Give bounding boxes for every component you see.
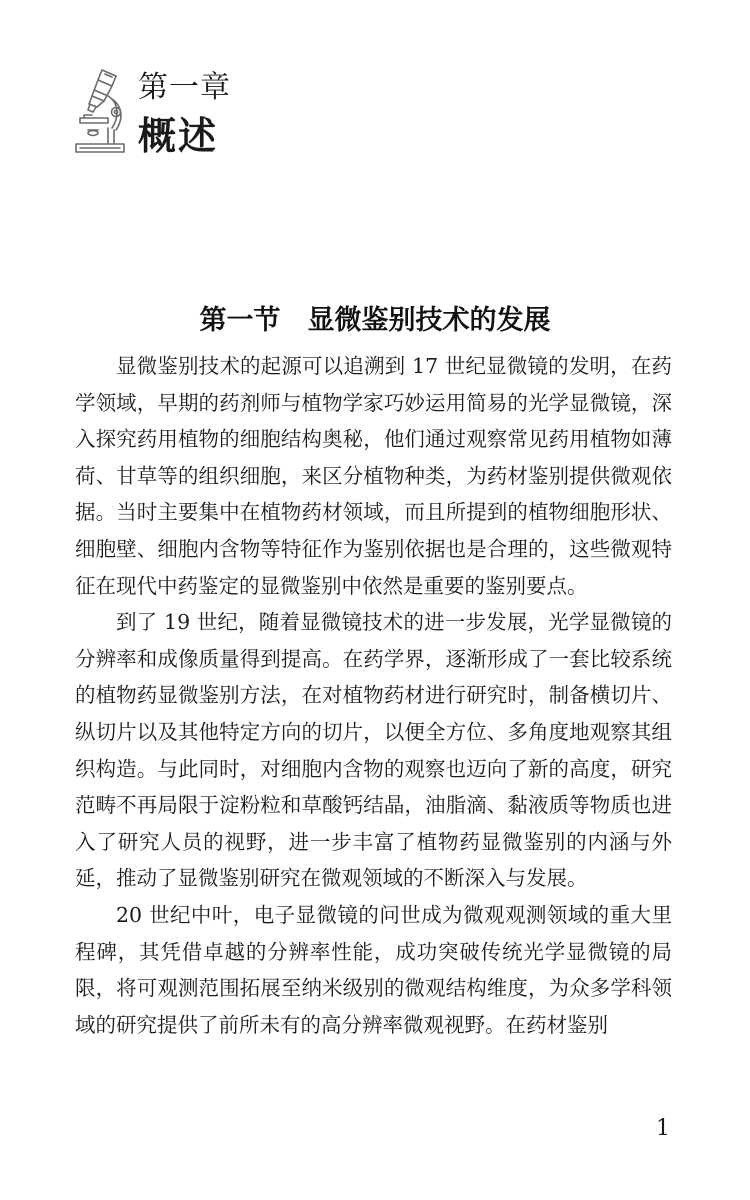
page-number: 1 [656, 1116, 670, 1141]
paragraph-2: 到了 19 世纪，随着显微镜技术的进一步发展，光学显微镜的分辨率和成像质量得到提高。在药学界，逐渐形成了一套比较系统的植物药显微鉴别方法，在对植物药材进行研究时，制备横切片、纵切片以及其他特定方向的切片，以便全方位、多角度地观察其组织构造。与此同时，对细胞内含物的观察也迈向了新的高度，研究范畴不再局限于淀粉粒和草酸钙结晶，油脂滴、黏液质等物质也进入了研究人员的视野，进一步丰富了植物药显微鉴别的内涵与外延，推动了显微鉴别研究在微观领域的不断深入与发展。 [75, 610, 672, 891]
chapter-header [72, 64, 372, 164]
body-text [75, 348, 672, 1043]
paragraph-3: 20 世纪中叶，电子显微镜的问世成为微观观测领域的重大里程碑，其凭借卓越的分辨率性能，成功突破传统光学显微镜的局限，将可观测范围拓展至纳米级别的微观结构维度，为众多学科领域的研究提供了前所未有的高分辨率微观视野。在药材鉴别 [75, 902, 672, 1037]
paragraph-1: 显微鉴别技术的起源可以追溯到 17 世纪显微镜的发明，在药学领域，早期的药剂师与植物学家巧妙运用简易的光学显微镜，深入探究药用植物的细胞结构奥秘，他们通过观察常见药用植物如薄荷、甘草等的组织细胞，来区分植物种类，为药材鉴别提供微观依据。当时主要集中在植物药材领域，而且所提到的植物细胞形状、细胞壁、细胞内含物等特征作为鉴别依据也是合理的，这些微观特征在现代中药鉴定的显微鉴别中依然是重要的鉴别要点。 [75, 354, 672, 598]
chapter-title: 概述 [138, 114, 219, 158]
section-title: 第一节 显微鉴别技术的发展 [199, 305, 551, 337]
chapter-label: 第一章 [138, 70, 231, 105]
microscope-icon [72, 66, 128, 158]
